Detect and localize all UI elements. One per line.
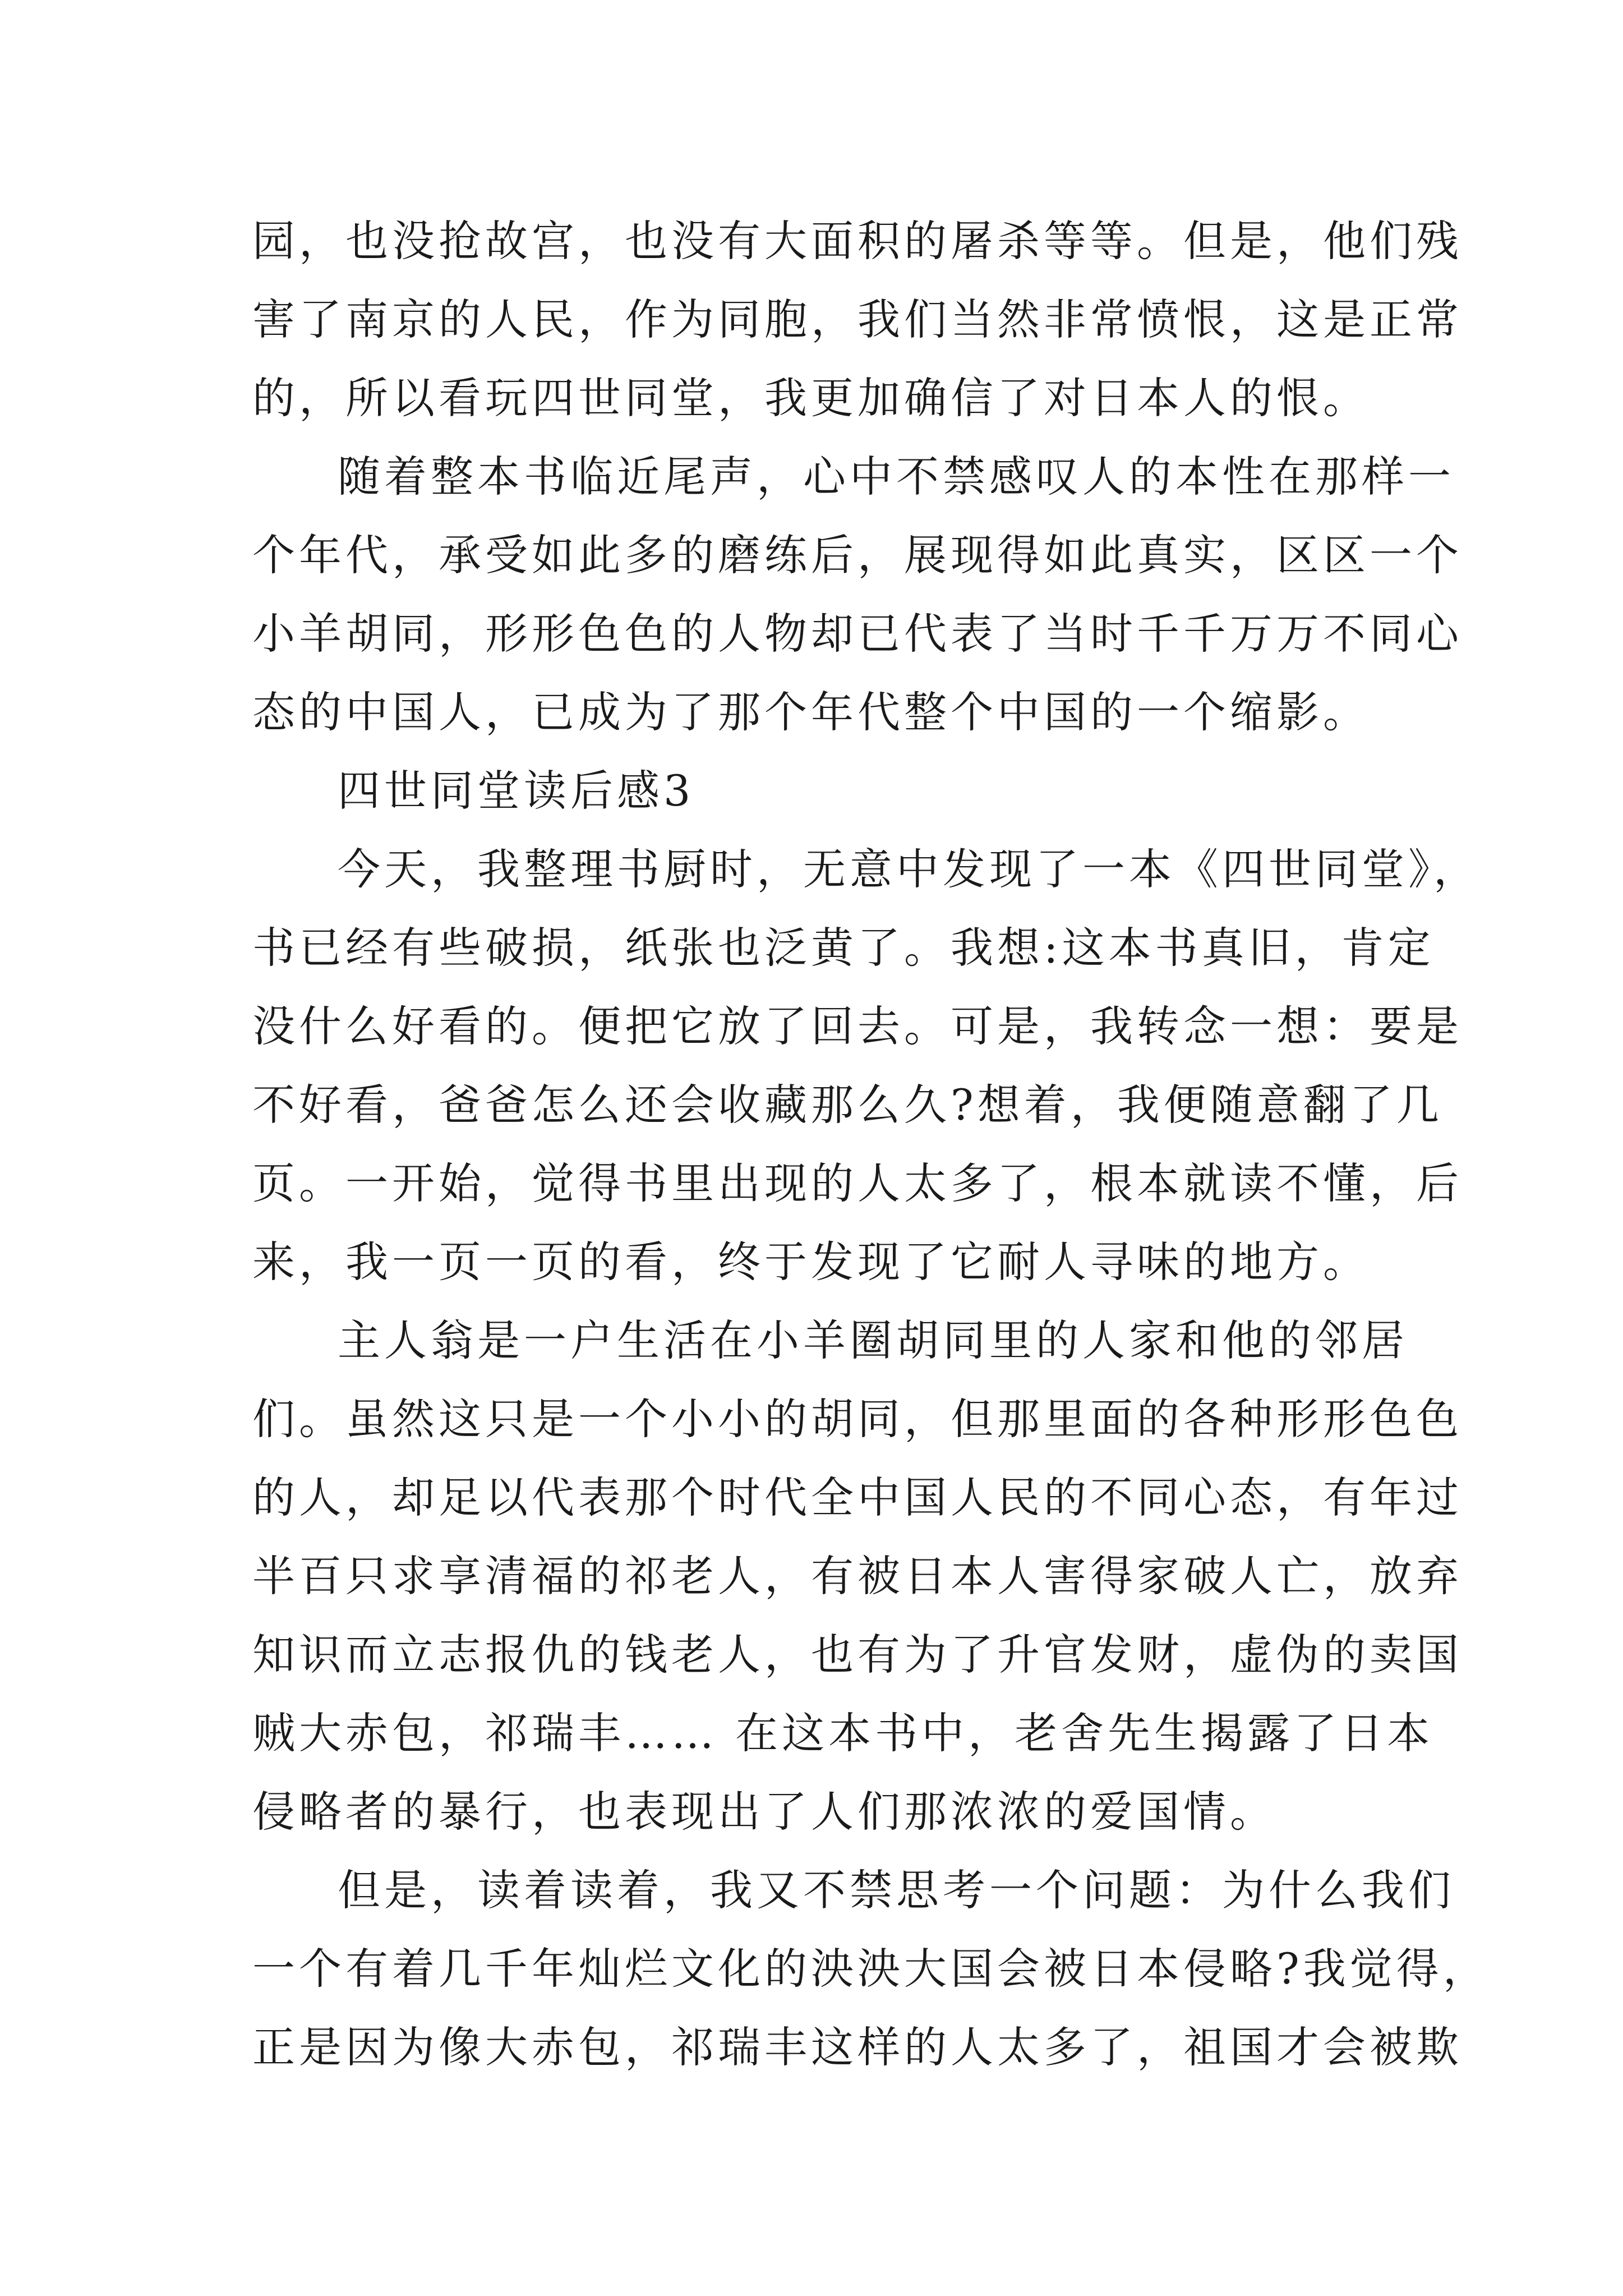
text-line: 一个有着几千年灿烂文化的泱泱大国会被日本侵略?我觉得， [252, 1944, 1490, 1994]
text-line: 害了南京的人民，作为同胞，我们当然非常愤恨，这是正常 [252, 295, 1463, 344]
paragraph [252, 1851, 1490, 2087]
text-line: 的人，却足以代表那个时代全中国人民的不同心态，有年过 [252, 1473, 1463, 1522]
paragraph [252, 202, 1463, 438]
text-line: 贼大赤包，祁瑞丰…… 在这本书中，老舍先生揭露了日本 [252, 1708, 1434, 1758]
text-line: 不好看，爸爸怎么还会收藏那么久?想着，我便随意翻了几 [252, 1080, 1443, 1130]
paragraph [252, 438, 1463, 752]
text-line: 侵略者的暴行，也表现出了人们那浓浓的爱国情。 [252, 1787, 1276, 1837]
text-line: 的，所以看玩四世同堂，我更加确信了对日本人的恨。 [252, 373, 1370, 423]
paragraph [252, 830, 1480, 1301]
text-line: 态的中国人，已成为了那个年代整个中国的一个缩影。 [252, 687, 1370, 737]
section-heading [252, 752, 1380, 830]
text-line: 个年代，承受如此多的磨练后，展现得如此真实，区区一个 [252, 530, 1463, 580]
paragraph [252, 1301, 1463, 1851]
text-line: 但是，读着读着，我又不禁思考一个问题：为什么我们 [338, 1865, 1455, 1915]
text-line: 没什么好看的。便把它放了回去。可是，我转念一想：要是 [252, 1001, 1463, 1051]
text-line: 们。虽然这只是一个小小的胡同，但那里面的各种形形色色 [252, 1394, 1463, 1444]
text-line: 半百只求享清福的祁老人，有被日本人害得家破人亡，放弃 [252, 1551, 1463, 1601]
text-line: 主人翁是一户生活在小羊圈胡同里的人家和他的邻居 [338, 1315, 1408, 1365]
text-line: 今天，我整理书厨时，无意中发现了一本《四世同堂》， [338, 844, 1480, 894]
heading-text: 四世同堂读后感3 [338, 766, 695, 816]
text-line: 页。一开始，觉得书里出现的人太多了，根本就读不懂，后 [252, 1158, 1463, 1208]
text-line: 随着整本书临近尾声，心中不禁感叹人的本性在那样一 [338, 452, 1455, 501]
text-line: 书已经有些破损，纸张也泛黄了。我想:这本书真旧，肯定 [252, 923, 1435, 973]
text-line: 小羊胡同，形形色色的人物却已代表了当时千千万万不同心 [252, 609, 1463, 659]
text-line: 来，我一页一页的看，终于发现了它耐人寻味的地方。 [252, 1237, 1370, 1287]
text-line: 园，也没抢故宫，也没有大面积的屠杀等等。但是，他们残 [252, 216, 1463, 266]
text-line: 正是因为像大赤包，祁瑞丰这样的人太多了，祖国才会被欺 [252, 2022, 1463, 2072]
text-line: 知识而立志报仇的钱老人，也有为了升官发财，虚伪的卖国 [252, 1630, 1463, 1680]
document-body [252, 202, 1490, 2087]
